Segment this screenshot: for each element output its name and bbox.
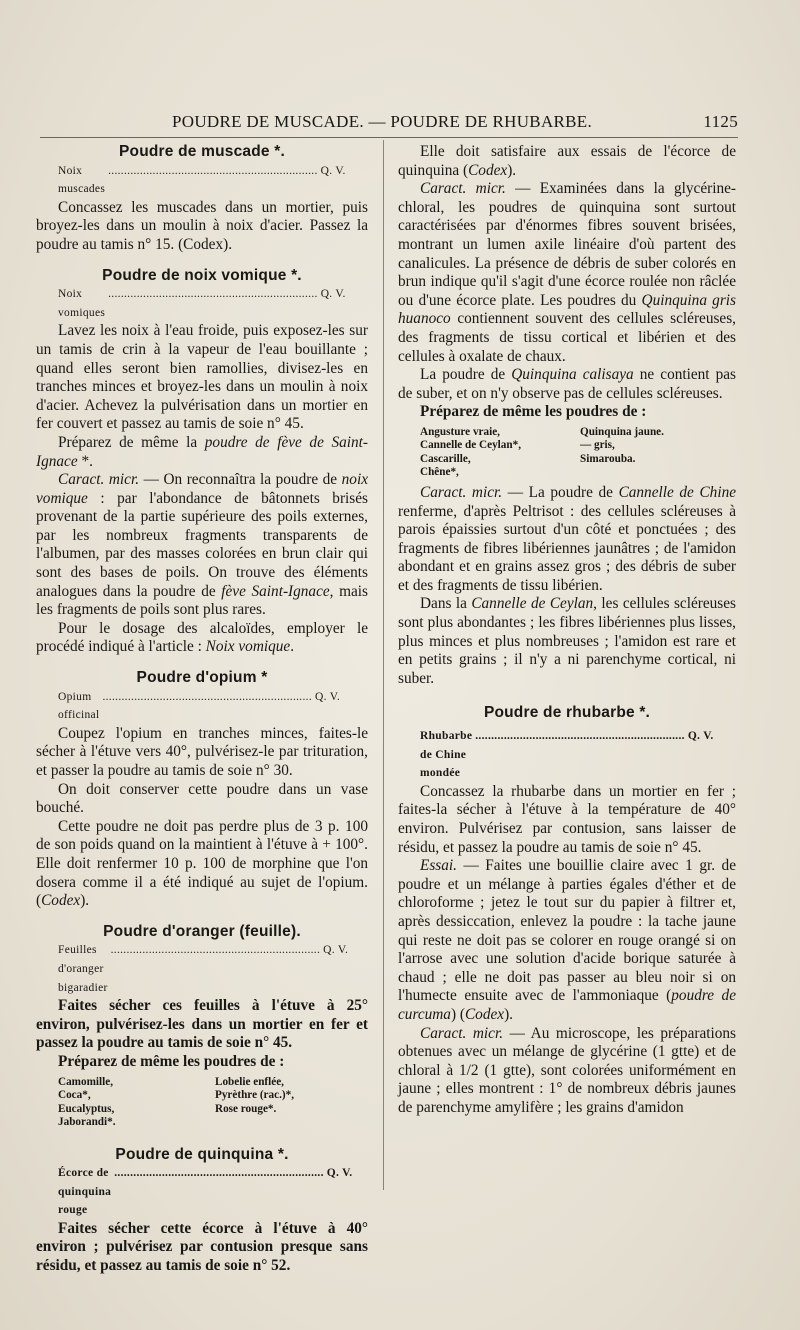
recipe-item: Rhubarbe de Chine mondée [420,730,473,780]
recipe-quantity: Q. V. [315,690,341,703]
paragraph: Faites sécher ces feuilles à l'étuve à 25° environ, pulvérisez-les dans un mortier en fer et passez la poudre au tamis de soie n° 45. [36,997,368,1052]
leader-dots: .................................................................. [475,730,685,743]
section-heading-noix-vomique: Poudre de noix vomique *. [102,266,302,284]
list-item: Simarouba. [580,452,636,465]
section-heading-rhubarbe: Poudre de rhubarbe *. [483,704,651,722]
recipe-line [58,162,346,199]
recipe-item: Noix vomiques [58,288,106,319]
recipe-item: Écorce de quinquina rouge [58,1167,112,1217]
section-heading-muscade: Poudre de muscade *. [119,143,285,160]
list-item: Angusture vraie, [420,425,500,438]
paragraph: Préparez de même les poudres de : [420,403,647,421]
recipe-line [58,941,349,997]
list-item: Cascarille, [420,452,471,465]
right-column [398,143,736,1118]
paragraph: Cette poudre ne doit pas perdre plus de 3 p. 100 de son poids quand on la maintient à l'étuve à + 100°. Elle doit renfermer 10 p. 100 de morphine que l'on dosera comme il a été indiqué au sujet de l'opium. (Codex). [36,817,368,910]
running-head-title: POUDRE DE MUSCADE. — POUDRE DE RHUBARBE. [172,112,593,131]
section-heading-quinquina: Poudre de quinquina *. [115,1145,289,1163]
list-item: Eucalyptus, [58,1102,115,1115]
bark-list [420,426,722,480]
paragraph: Caract. micr. — Au microscope, les préparations obtenues avec un mélange de glycérine (1 gtte) et de chloral à 1/2 (1 gtte), sont colorées uniformément en jaune ; elles montrent : 1° de nombreux débris jaunes de parenchyme amylifère ; les grains d'amidon [398,1024,736,1116]
plant-list [58,1076,354,1130]
recipe-line [420,727,714,783]
left-column [36,143,368,1276]
leader-dots: .................................................................. [108,164,318,177]
paragraph: Pour le dosage des alcaloïdes, employer le procédé indiqué à l'article : Noix vomique. [36,619,368,656]
list-item: Quinquina jaune. [580,425,664,438]
recipe-quantity: Q. V. [323,944,349,957]
list-item: Coca*, [58,1089,91,1101]
paragraph: Elle doit satisfaire aux essais de l'écorce de quinquina (Codex). [398,143,736,179]
recipe-quantity: Q. V. [320,164,346,177]
paragraph: La poudre de Quinquina calisaya ne contient pas de suber, et on n'y observe pas de cellules scléreuses. [398,366,736,402]
paragraph: Caract. micr. — Examinées dans la glycérine-chloral, les poudres de quinquina sont surtout caractérisées par d'énormes fibres souvent brisées, montrant un lumen axile linéaire d'où partent des canalicules. La présence de débris de suber colorés en brun indique qu'il s'agit d'une écorce roulée non râclée ou d'une écorce plate. Les poudres du Quinquina gris huanoco contiennent souvent des cellules scléreuses, des fragments de tissu cortical et libérien et des cellules à oxalate de chaux. [398,180,737,365]
column-divider [383,140,384,1190]
paragraph: Faites sécher cette écorce à l'étuve à 40° environ ; pulvérisez par contusion presque sans résidu, et passez au tamis de soie n° 52. [36,1219,368,1275]
leader-dots: .................................................................. [102,690,313,703]
page-number: 1125 [703,112,738,131]
list-item: Pyrèthre (rac.)*, [215,1089,294,1101]
list-item: Rose rouge*. [215,1102,277,1115]
header-rule [40,137,738,138]
paragraph: Préparez de même la poudre de fève de Saint-Ignace *. [36,433,368,470]
list-item: Jaborandi*. [58,1116,116,1128]
paragraph: Concassez la rhubarbe dans un mortier en fer ; faites-la sécher à l'étuve à la température de 40° environ. Pulvérisez par contusion, sans laisser de résidu, et passez la poudre au tamis de soie n° 45. [398,782,736,856]
recipe-item: Opium officinal [58,690,100,722]
leader-dots: .................................................................. [108,288,318,301]
paragraph: Coupez l'opium en tranches minces, faites-le sécher à l'étuve vers 40°, pulvérisez-le par trituration, et passer la poudre au tamis de soie n° 30. [36,724,368,779]
leader-dots: .................................................................. [114,1167,324,1180]
list-item: Chêne*, [420,466,459,479]
recipe-line [58,285,346,322]
recipe-quantity: Q. V. [320,288,346,301]
list-item [215,1116,354,1130]
section-heading-oranger: Poudre d'oranger (feuille). [103,922,301,940]
section-heading-opium: Poudre d'opium * [136,669,268,687]
recipe-quantity: Q. V. [687,730,714,743]
paragraph: Concassez les muscades dans un mortier, puis broyez-les dans un moulin à noix d'acier. Passez la poudre au tamis n° 15. (Codex). [36,198,368,253]
list-item [580,466,722,480]
list-item: Camomille, [58,1075,113,1088]
recipe-item: Feuilles d'oranger bigaradier [58,944,108,994]
paragraph: Caract. micr. — On reconnaîtra la poudre de noix vomique : par l'abondance de bâtonnets brisés provenant de la partie supérieure des poils externes, par les nombreux fragments transparents de l'albumen, par des masses colorées en brun clair qui sont des bases de poils. On trouve des éléments analogues dans la poudre de fève Saint-Ignace, mais les fragments de poils sont plus rares. [36,471,369,619]
recipe-line [58,1164,353,1220]
paragraph: On doit conserver cette poudre dans un vase bouché. [36,780,368,817]
list-item: Lobelie enflée, [215,1075,284,1088]
paragraph: Préparez de même les poudres de : [58,1052,285,1070]
list-item: — gris, [580,439,615,452]
recipe-quantity: Q. V. [326,1167,353,1180]
leader-dots: .................................................................. [110,944,321,957]
paragraph: Dans la Cannelle de Ceylan, les cellules scléreuses sont plus abondantes ; les fibres libériennes plus lisses, plus minces et plus nombreuses ; l'amidon est rare et en petits grains ; il n'y a ni parenchyme cortical, ni suber. [398,595,736,687]
paragraph: Caract. micr. — La poudre de Cannelle de Chine renferme, d'après Peltrisot : des cellules scléreuses à parois épaissies surtout d'un côté et ponctuées ; des fragments de fibres libériennes jaunâtres ; de l'amidon abondant et en grains assez gros ; des débris de suber et des fragments de tissu libérien. [398,483,737,594]
paragraph: Essai. — Faites une bouillie claire avec 1 gr. de poudre et un mélange à parties égales d'éther et de chloroforme ; jetez le tout sur du papier à filtrer et, après dessiccation, enlevez la poudre : la tache jaune qui reste ne doit pas se colorer en rouge orangé si on l'arrose avec une solution d'acide borique saturée à chaud ; elle ne doit pas passer au bleu noir si on l'humecte ensuite avec de l'ammoniaque (poudre de curcuma) (Codex). [398,857,736,1023]
recipe-item: Noix muscades [58,164,106,196]
recipe-line [58,688,341,725]
list-item: Cannelle de Ceylan*, [420,439,521,452]
paragraph: Lavez les noix à l'eau froide, puis exposez-les sur un tamis de crin à la vapeur de l'eau bouillante ; quand elles seront bien ramollies, divisez-les en tranches minces et broyez-les dans un moulin à noix d'acier. Achevez la pulvérisation dans un mortier en fer couvert et passez au tamis de soie n° 45. [36,322,368,433]
